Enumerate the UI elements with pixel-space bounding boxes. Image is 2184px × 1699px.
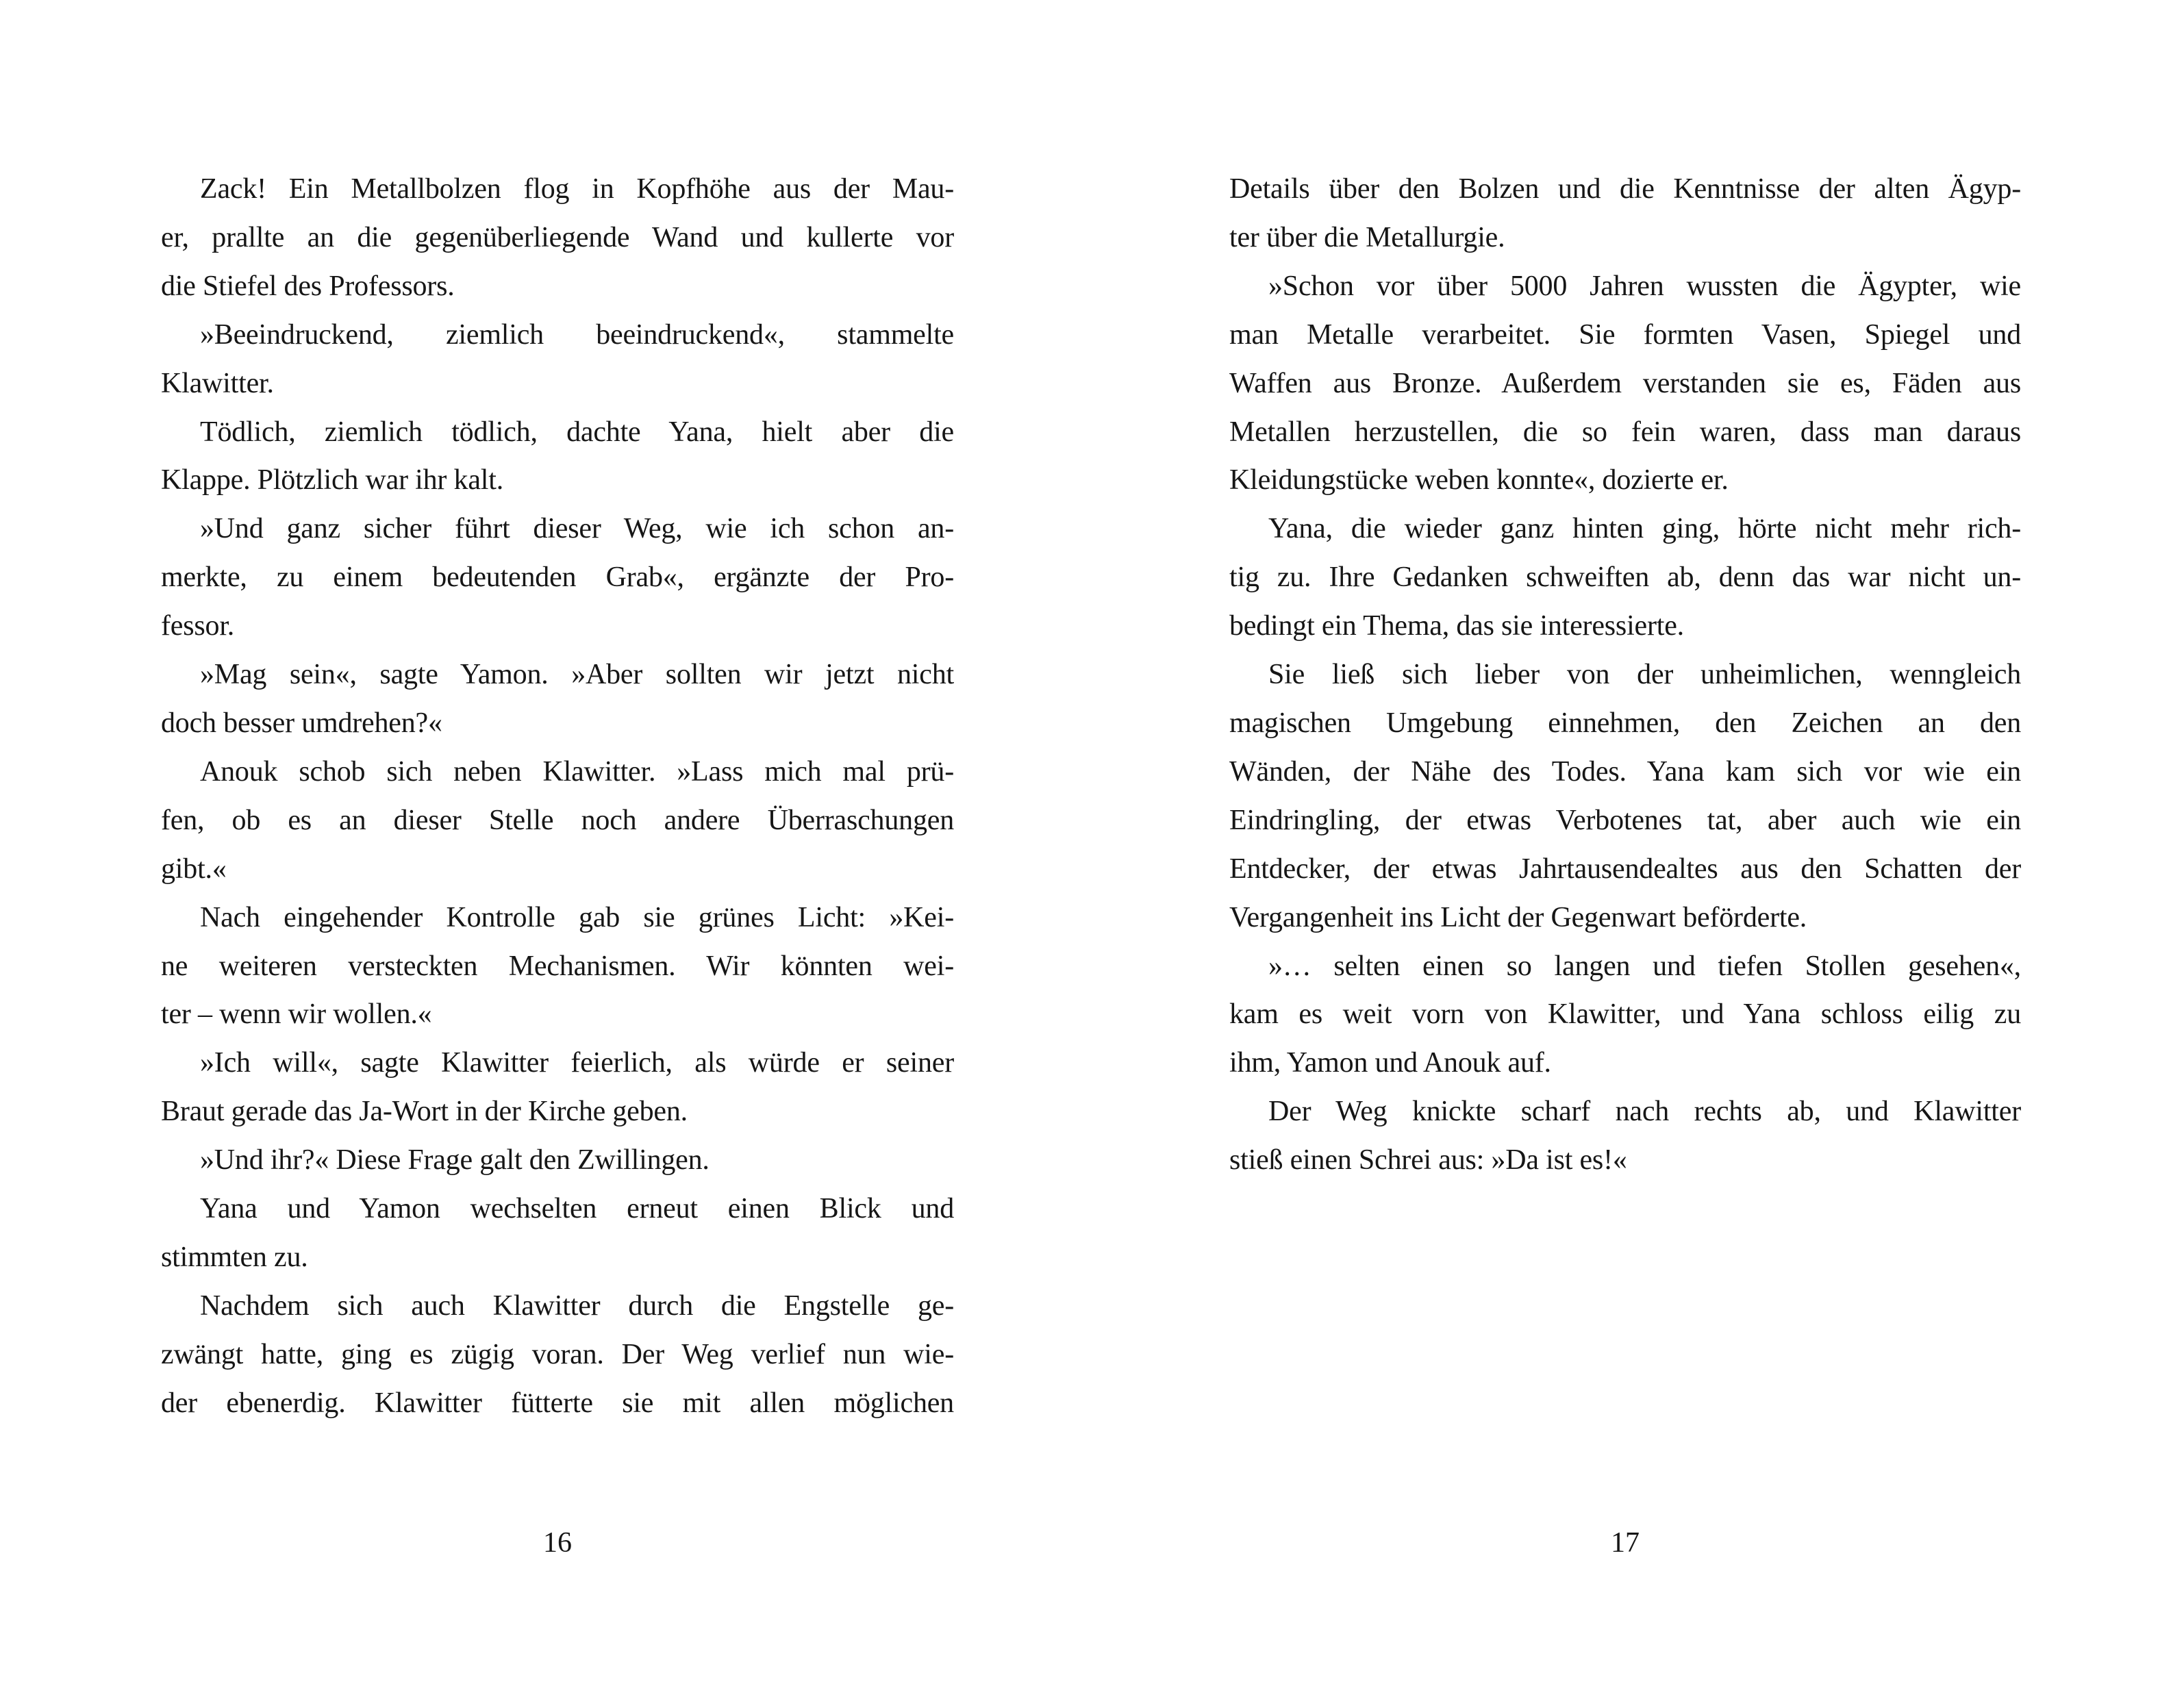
text-line: ne weiteren versteckten Mechanismen. Wir könnten wei- [161, 950, 954, 982]
text-line: gibt.« [161, 853, 227, 885]
text-line: Sie ließ sich lieber von der unheimlichen, wenngleich [1268, 659, 2021, 691]
text-line: fessor. [161, 610, 235, 642]
text-line: kam es weit vorn von Klawitter, und Yana schloss eilig zu [1229, 998, 2021, 1031]
text-line: ter – wenn wir wollen.« [161, 998, 432, 1031]
text-line: Eindringling, der etwas Verbotenes tat, aber auch wie ein [1229, 804, 2021, 836]
text-line: zwängt hatte, ging es zügig voran. Der Weg verlief nun wie- [161, 1338, 954, 1370]
text-line: Vergangenheit ins Licht der Gegenwart beförderte. [1229, 901, 1807, 933]
text-line: Waffen aus Bronze. Außerdem verstanden sie es, Fäden aus [1229, 367, 2021, 399]
text-line: die Stiefel des Professors. [161, 270, 455, 302]
text-line: bedingt ein Thema, das sie interessierte. [1229, 610, 1684, 642]
text-line: Wänden, der Nähe des Todes. Yana kam sich vor wie ein [1229, 755, 2021, 788]
text-line: Details über den Bolzen und die Kenntnisse der alten Ägyp- [1229, 173, 2021, 205]
text-line: »Mag sein«, sagte Yamon. »Aber sollten wir jetzt nicht [200, 659, 954, 691]
text-line: Nachdem sich auch Klawitter durch die Engstelle ge- [200, 1289, 954, 1322]
page-number-right: 17 [1611, 1527, 1640, 1559]
text-line: »Ich will«, sagte Klawitter feierlich, als würde er seiner [200, 1047, 954, 1079]
text-line: Zack! Ein Metallbolzen flog in Kopfhöhe aus der Mau- [200, 173, 954, 205]
text-line: Yana, die wieder ganz hinten ging, hörte nicht mehr rich- [1268, 513, 2021, 545]
text-line: Tödlich, ziemlich tödlich, dachte Yana, hielt aber die [200, 416, 954, 448]
text-line: ihm, Yamon und Anouk auf. [1229, 1047, 1551, 1079]
text-line: doch besser umdrehen?« [161, 707, 442, 739]
text-line: »Schon vor über 5000 Jahren wussten die Ägypter, wie [1268, 270, 2021, 302]
left-page-text-column [161, 165, 954, 1428]
text-line: Kleidungstücke weben konnte«, dozierte er. [1229, 464, 1729, 496]
text-line: Entdecker, der etwas Jahrtausendealtes aus den Schatten der [1229, 853, 2021, 885]
text-line: stimmten zu. [161, 1241, 308, 1273]
text-line: merkte, zu einem bedeutenden Grab«, ergänzte der Pro- [161, 562, 954, 594]
text-line: Braut gerade das Ja-Wort in der Kirche geben. [161, 1096, 688, 1128]
text-line: Der Weg knickte scharf nach rechts ab, und Klawitter [1268, 1096, 2021, 1128]
text-line: der ebenerdig. Klawitter fütterte sie mit allen möglichen [161, 1387, 954, 1419]
text-line: stieß einen Schrei aus: »Da ist es!« [1229, 1144, 1627, 1176]
text-line: man Metalle verarbeitet. Sie formten Vasen, Spiegel und [1229, 318, 2021, 351]
text-line: Anouk schob sich neben Klawitter. »Lass mich mal prü- [200, 755, 954, 788]
text-line: magischen Umgebung einnehmen, den Zeichen an den [1229, 707, 2021, 739]
text-line: Metallen herzustellen, die so fein waren, dass man daraus [1229, 416, 2021, 448]
text-line: Klawitter. [161, 367, 274, 399]
text-line: ter über die Metallurgie. [1229, 221, 1505, 253]
text-line: Yana und Yamon wechselten erneut einen Blick und [200, 1193, 954, 1225]
text-line: »… selten einen so langen und tiefen Stollen gesehen«, [1268, 950, 2021, 982]
text-line: »Und ihr?« Diese Frage galt den Zwillingen. [200, 1144, 710, 1176]
text-line: er, prallte an die gegenüberliegende Wand und kullerte vor [161, 221, 954, 253]
right-page-text-column [1229, 165, 2021, 1185]
text-line: »Und ganz sicher führt dieser Weg, wie ich schon an- [200, 513, 954, 545]
text-line: »Beeindruckend, ziemlich beeindruckend«, stammelte [200, 318, 954, 351]
text-line: tig zu. Ihre Gedanken schweiften ab, denn das war nicht un- [1229, 562, 2021, 594]
text-line: Nach eingehender Kontrolle gab sie grünes Licht: »Kei- [200, 901, 954, 933]
page-number-left: 16 [543, 1527, 572, 1559]
text-line: Klappe. Plötzlich war ihr kalt. [161, 464, 503, 496]
text-line: fen, ob es an dieser Stelle noch andere Überraschungen [161, 804, 954, 836]
